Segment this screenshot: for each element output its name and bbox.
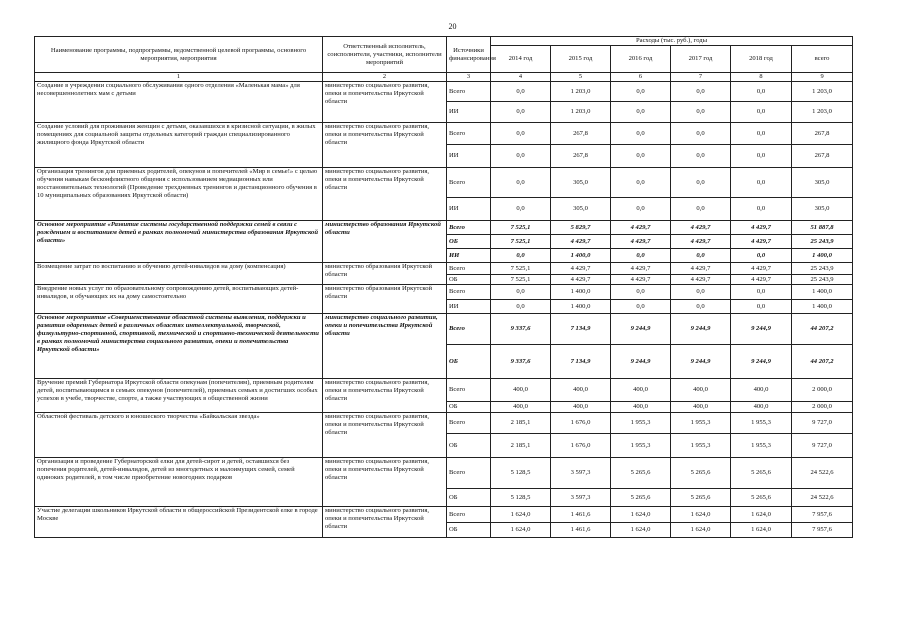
year-value: 0,0 — [491, 123, 551, 145]
year-value: 0,0 — [491, 285, 551, 300]
year-value: 0,0 — [671, 82, 731, 102]
year-value: 1 676,0 — [551, 434, 611, 458]
year-value: 0,0 — [611, 300, 671, 314]
column-number: 7 — [671, 73, 731, 82]
column-number: 3 — [447, 73, 491, 82]
activity-name: Возмещение затрат по воспитанию и обучению детей-инвалидов на дому (компенсация) — [35, 263, 323, 285]
year-value: 1 461,6 — [551, 507, 611, 523]
year-value: 1 203,0 — [551, 102, 611, 123]
column-number: 4 — [491, 73, 551, 82]
total-value: 7 957,6 — [792, 507, 853, 523]
year-value: 0,0 — [491, 102, 551, 123]
activity-name: Организация тренингов для приемных родителей, опекунов и попечителей «Мир в семье!» с целью обучения навыкам бесконфликтного общения с использованием медиационных или восстановительных технологий (Проведение трехдневных тренингов и дистанционного обучения в 10 муниципальных образованиях Иркутской области) — [35, 168, 323, 221]
funding-source: ИИ — [447, 249, 491, 263]
year-value: 4 429,7 — [611, 221, 671, 235]
year-value: 400,0 — [611, 379, 671, 402]
year-value: 1 955,3 — [611, 434, 671, 458]
total-value: 24 522,6 — [792, 458, 853, 489]
year-value: 7 525,1 — [491, 221, 551, 235]
year-value: 1 624,0 — [731, 523, 792, 538]
total-value: 44 207,2 — [792, 314, 853, 345]
total-value: 44 207,2 — [792, 345, 853, 379]
funding-source: ИИ — [447, 102, 491, 123]
total-value: 1 400,0 — [792, 300, 853, 314]
total-value: 1 203,0 — [792, 102, 853, 123]
year-value: 0,0 — [671, 168, 731, 198]
funding-source: Всего — [447, 507, 491, 523]
table-row — [35, 285, 853, 300]
year-value: 4 429,7 — [611, 275, 671, 285]
header-executor: Ответственный исполнитель, соисполнители, участники, исполнители мероприятий — [323, 37, 447, 73]
year-value: 400,0 — [671, 402, 731, 413]
column-number: 9 — [792, 73, 853, 82]
year-value: 4 429,7 — [731, 275, 792, 285]
funding-source: ОБ — [447, 345, 491, 379]
year-value: 305,0 — [551, 168, 611, 198]
year-value: 0,0 — [611, 168, 671, 198]
year-value: 0,0 — [491, 145, 551, 168]
year-value: 4 429,7 — [611, 263, 671, 275]
page-number: 20 — [448, 22, 457, 31]
funding-source: Всего — [447, 379, 491, 402]
year-value: 0,0 — [671, 300, 731, 314]
total-value: 1 203,0 — [792, 82, 853, 102]
year-value: 400,0 — [611, 402, 671, 413]
year-value: 0,0 — [731, 102, 792, 123]
year-value: 1 624,0 — [671, 507, 731, 523]
column-number: 6 — [611, 73, 671, 82]
year-value: 1 400,0 — [551, 249, 611, 263]
year-value: 0,0 — [611, 285, 671, 300]
year-value: 4 429,7 — [611, 235, 671, 249]
executor: министерство социального развития, опеки и попечительства Иркутской области — [323, 507, 447, 538]
funding-source: ОБ — [447, 402, 491, 413]
header-year: 2015 год — [551, 46, 611, 73]
executor: министерство социального развития, опеки и попечительства Иркутской области — [323, 458, 447, 507]
year-value: 0,0 — [491, 198, 551, 221]
activity-name: Организация и проведение Губернаторской елки для детей-сирот и детей, оставшихся без попечения родителей, детей-инвалидов, детей из многодетных и малоимущих семей, семей одиноких родителей, в том числе приобретение новогодних подарков — [35, 458, 323, 507]
year-value: 5 265,6 — [731, 458, 792, 489]
executor: министерство образования Иркутской области — [323, 221, 447, 263]
year-value: 4 429,7 — [671, 221, 731, 235]
activity-name: Участие делегации школьников Иркутской области в общероссийской Президентской елке в городе Москве — [35, 507, 323, 538]
year-value: 0,0 — [671, 285, 731, 300]
year-value: 1 955,3 — [671, 434, 731, 458]
year-value: 0,0 — [731, 123, 792, 145]
year-value: 1 624,0 — [731, 507, 792, 523]
year-value: 400,0 — [491, 379, 551, 402]
executor: министерство социального развития, опеки и попечительства Иркутской области — [323, 123, 447, 168]
header-year: 2014 год — [491, 46, 551, 73]
year-value: 0,0 — [491, 300, 551, 314]
executor: министерство образования Иркутской области — [323, 285, 447, 314]
year-value: 400,0 — [551, 402, 611, 413]
activity-name: Создание условий для проживания женщин с детьми, оказавшихся в кризисной ситуации, в жилых помещениях для социальной защиты отдельных категорий граждан специализированного жилищного фонда Иркутской области — [35, 123, 323, 168]
funding-source: ОБ — [447, 523, 491, 538]
year-value: 5 265,6 — [731, 489, 792, 507]
year-value: 9 244,9 — [671, 314, 731, 345]
table-row — [35, 123, 853, 145]
total-value: 9 727,0 — [792, 434, 853, 458]
year-value: 2 185,1 — [491, 413, 551, 434]
activity-name: Вручение премий Губернатора Иркутской области опекунам (попечителям), приемным родителям детей, воспитывающимся в семьях опекунов (попечителей), приемных семьях и достигших особых успехов в учебе, творчестве, спорте, а также участвующих в общественной жизни — [35, 379, 323, 413]
year-value: 3 597,3 — [551, 458, 611, 489]
header-total: всего — [792, 46, 853, 73]
year-value: 5 128,5 — [491, 458, 551, 489]
year-value: 1 955,3 — [671, 413, 731, 434]
table-row — [35, 413, 853, 434]
funding-source: ИИ — [447, 198, 491, 221]
year-value: 4 429,7 — [731, 263, 792, 275]
activity-name: Областной фестиваль детского и юношеского творчества «Байкальская звезда» — [35, 413, 323, 458]
year-value: 4 429,7 — [551, 235, 611, 249]
year-value: 9 244,9 — [611, 345, 671, 379]
year-value: 1 624,0 — [491, 523, 551, 538]
year-value: 5 128,5 — [491, 489, 551, 507]
funding-source: ИИ — [447, 145, 491, 168]
column-number: 1 — [35, 73, 323, 82]
funding-source: Всего — [447, 413, 491, 434]
total-value: 305,0 — [792, 168, 853, 198]
year-value: 7 525,1 — [491, 235, 551, 249]
year-value: 9 244,9 — [731, 345, 792, 379]
activity-name: Основное мероприятие «Развитие системы государственной поддержки семей в связи с рождением и воспитанием детей в рамках полномочий министерства образования Иркутской области» — [35, 221, 323, 263]
year-value: 9 244,9 — [731, 314, 792, 345]
total-value: 7 957,6 — [792, 523, 853, 538]
year-value: 0,0 — [491, 249, 551, 263]
year-value: 0,0 — [611, 198, 671, 221]
year-value: 1 400,0 — [551, 285, 611, 300]
funding-source: Всего — [447, 458, 491, 489]
year-value: 0,0 — [611, 123, 671, 145]
funding-source: Всего — [447, 285, 491, 300]
table-row — [35, 221, 853, 235]
total-value: 1 400,0 — [792, 249, 853, 263]
year-value: 0,0 — [731, 198, 792, 221]
table-row — [35, 168, 853, 198]
header-year: 2018 год — [731, 46, 792, 73]
year-value: 1 676,0 — [551, 413, 611, 434]
year-value: 1 955,3 — [611, 413, 671, 434]
year-value: 0,0 — [671, 249, 731, 263]
funding-source: Всего — [447, 123, 491, 145]
year-value: 0,0 — [491, 168, 551, 198]
column-number: 2 — [323, 73, 447, 82]
year-value: 1 624,0 — [671, 523, 731, 538]
year-value: 5 265,6 — [611, 489, 671, 507]
year-value: 4 429,7 — [551, 263, 611, 275]
year-value: 267,8 — [551, 145, 611, 168]
year-value: 400,0 — [731, 379, 792, 402]
header-sources: Источники финансирования — [447, 37, 491, 73]
year-value: 9 337,6 — [491, 314, 551, 345]
year-value: 5 265,6 — [671, 489, 731, 507]
year-value: 4 429,7 — [551, 275, 611, 285]
year-value: 0,0 — [731, 145, 792, 168]
table-header — [35, 37, 853, 82]
year-value: 0,0 — [731, 285, 792, 300]
year-value: 9 244,9 — [611, 314, 671, 345]
executor: министерство социального развития, опеки и попечительства Иркутской области — [323, 82, 447, 123]
total-value: 24 522,6 — [792, 489, 853, 507]
year-value: 9 244,9 — [671, 345, 731, 379]
year-value: 400,0 — [491, 402, 551, 413]
year-value: 1 624,0 — [491, 507, 551, 523]
year-value: 0,0 — [611, 102, 671, 123]
funding-source: ОБ — [447, 489, 491, 507]
year-value: 1 624,0 — [611, 507, 671, 523]
total-value: 2 000,0 — [792, 379, 853, 402]
column-number: 8 — [731, 73, 792, 82]
year-value: 7 134,9 — [551, 314, 611, 345]
total-value: 1 400,0 — [792, 285, 853, 300]
year-value: 0,0 — [611, 82, 671, 102]
year-value: 3 597,3 — [551, 489, 611, 507]
year-value: 2 185,1 — [491, 434, 551, 458]
table-body — [35, 82, 853, 538]
year-value: 4 429,7 — [671, 275, 731, 285]
executor: министерство образования Иркутской области — [323, 263, 447, 285]
funding-source: Всего — [447, 82, 491, 102]
funding-source: ИИ — [447, 300, 491, 314]
year-value: 0,0 — [671, 123, 731, 145]
total-value: 267,8 — [792, 123, 853, 145]
year-value: 1 461,6 — [551, 523, 611, 538]
year-value: 0,0 — [731, 168, 792, 198]
total-value: 51 887,8 — [792, 221, 853, 235]
year-value: 400,0 — [551, 379, 611, 402]
total-value: 2 000,0 — [792, 402, 853, 413]
year-value: 4 429,7 — [731, 235, 792, 249]
activity-name: Создание в учреждении социального обслуживания одного отделения «Маленькая мама» для несовершеннолетних мам с детьми — [35, 82, 323, 123]
year-value: 400,0 — [671, 379, 731, 402]
year-value: 7 525,1 — [491, 263, 551, 275]
funding-source: Всего — [447, 263, 491, 275]
column-numbers-row — [35, 73, 853, 82]
funding-source: Всего — [447, 314, 491, 345]
year-value: 0,0 — [611, 249, 671, 263]
table-row — [35, 507, 853, 523]
total-value: 9 727,0 — [792, 413, 853, 434]
year-value: 1 400,0 — [551, 300, 611, 314]
table-row — [35, 82, 853, 102]
year-value: 0,0 — [611, 145, 671, 168]
year-value: 4 429,7 — [731, 221, 792, 235]
year-value: 7 134,9 — [551, 345, 611, 379]
year-value: 0,0 — [671, 102, 731, 123]
executor: министерство социального развития, опеки и попечительства Иркутской области — [323, 168, 447, 221]
year-value: 0,0 — [731, 82, 792, 102]
year-value: 1 955,3 — [731, 413, 792, 434]
total-value: 305,0 — [792, 198, 853, 221]
year-value: 305,0 — [551, 198, 611, 221]
activity-name: Основное мероприятие «Совершенствование областной системы выявления, поддержки и развития одаренных детей в различных областях интеллектуальной, творческой, физкультурно-спортивной, спортивной, технической и спортивно-технической деятельности в рамках полномочий министерства социального развития, опеки и попечительства Иркутской области» — [35, 314, 323, 379]
total-value: 25 243,9 — [792, 263, 853, 275]
funding-source: Всего — [447, 221, 491, 235]
executor: министерство социального развития, опеки и попечительства Иркутской области — [323, 413, 447, 458]
year-value: 0,0 — [731, 249, 792, 263]
year-value: 267,8 — [551, 123, 611, 145]
year-value: 4 429,7 — [671, 235, 731, 249]
expenses-table — [34, 36, 853, 538]
year-value: 0,0 — [671, 145, 731, 168]
year-value: 1 203,0 — [551, 82, 611, 102]
year-value: 5 829,7 — [551, 221, 611, 235]
funding-source: ОБ — [447, 434, 491, 458]
table-row — [35, 458, 853, 489]
activity-name: Внедрение новых услуг по образовательному сопровождению детей, воспитывающих детей-инвалидов, и обучающих их на дому самостоятельно — [35, 285, 323, 314]
header-expenses: Расходы (тыс. руб.), годы — [491, 37, 853, 46]
year-value: 4 429,7 — [671, 263, 731, 275]
executor: министерство социального развития, опеки и попечительства Иркутской области — [323, 379, 447, 413]
year-value: 7 525,1 — [491, 275, 551, 285]
year-value: 0,0 — [491, 82, 551, 102]
total-value: 267,8 — [792, 145, 853, 168]
total-value: 25 243,9 — [792, 235, 853, 249]
year-value: 5 265,6 — [611, 458, 671, 489]
total-value: 25 243,9 — [792, 275, 853, 285]
funding-source: ОБ — [447, 235, 491, 249]
year-value: 0,0 — [731, 300, 792, 314]
year-value: 1 955,3 — [731, 434, 792, 458]
year-value: 9 337,6 — [491, 345, 551, 379]
header-name: Наименование программы, подпрограммы, ведомственной целевой программы, основного мероприятия, мероприятия — [35, 37, 323, 73]
executor: министерство социального развития, опеки и попечительства Иркутской области — [323, 314, 447, 379]
year-value: 0,0 — [671, 198, 731, 221]
table-row — [35, 314, 853, 345]
column-number: 5 — [551, 73, 611, 82]
funding-source: ОБ — [447, 275, 491, 285]
header-year: 2016 год — [611, 46, 671, 73]
table-row — [35, 379, 853, 402]
funding-source: Всего — [447, 168, 491, 198]
year-value: 5 265,6 — [671, 458, 731, 489]
year-value: 400,0 — [731, 402, 792, 413]
header-year: 2017 год — [671, 46, 731, 73]
year-value: 1 624,0 — [611, 523, 671, 538]
table-row — [35, 263, 853, 275]
